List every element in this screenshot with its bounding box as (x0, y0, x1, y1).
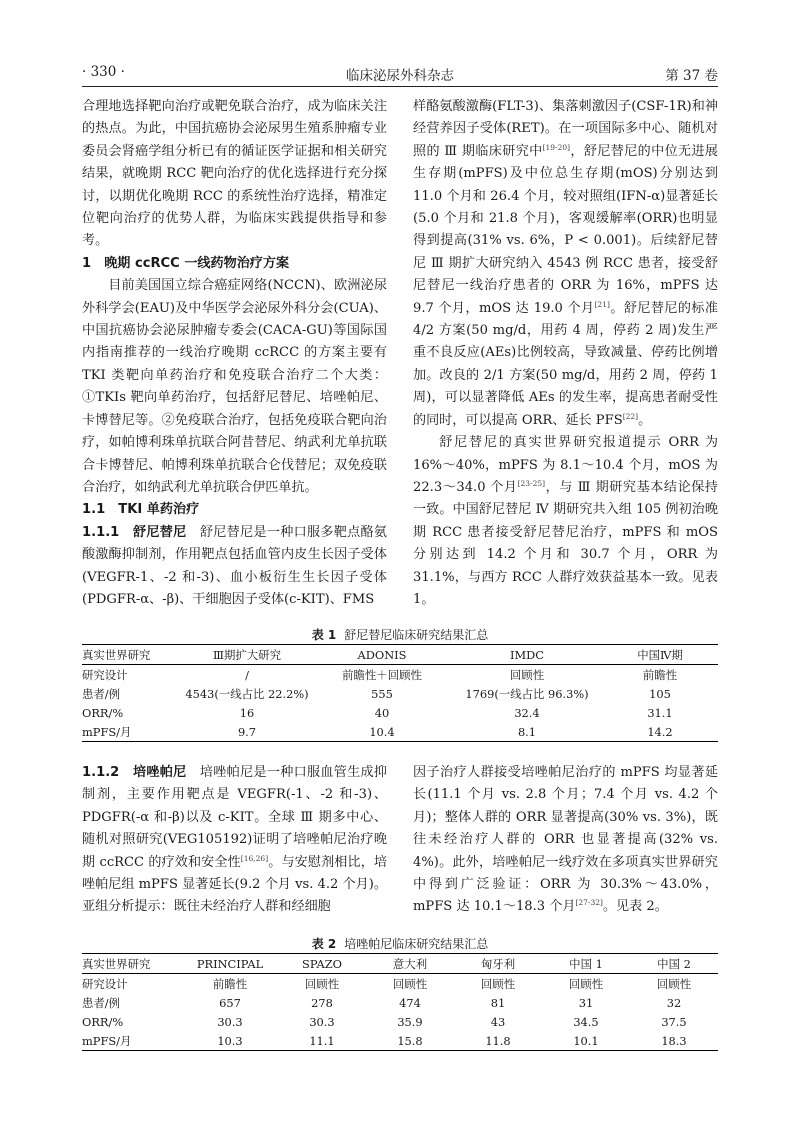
table-row (82, 993, 718, 1012)
citation: [16,26] (240, 853, 269, 863)
header-rule (82, 86, 718, 87)
text-span: ，与 Ⅲ 期研究基本结论保持一致。中国舒尼替尼 Ⅳ 期研究共入组 105 例初治晚期 RCC 患者接受舒尼替尼治疗，mPFS 和 mOS 分别达到 14.2 个月和 30.7 个月，ORR 为 31.1%，与西方 RCC 人群疗效获益基本一致。见表 1。 (413, 479, 718, 607)
text-span: 。与安慰剂相比，培唑帕尼组 mPFS 显著延长(9.2 个月 vs. 4.2 个月)。亚组分析提示：既往未经治疗人群和经细胞 (82, 854, 388, 915)
table-header: 真实世界研究 (82, 954, 182, 974)
table-header: 中国 1 (542, 954, 630, 974)
table-1-number: 表 1 (311, 628, 337, 642)
table-cell: 回顾性 (304, 976, 340, 991)
table-cell: ORR/% (82, 705, 124, 720)
table-cell: 11.1 (278, 1031, 366, 1051)
table-cell: 30.3 (309, 1014, 335, 1029)
table-cell: 14.2 (602, 722, 718, 742)
right-column-bottom (413, 762, 718, 919)
table-cell: 研究设计 (82, 667, 128, 682)
citation: [19-20] (542, 142, 571, 152)
table-cell: 10.4 (312, 722, 452, 742)
running-header (82, 64, 718, 86)
table-cell: 37.5 (661, 1014, 687, 1029)
text-span: 因子治疗人群接受培唑帕尼治疗的 mPFS 均显著延长(11.1 个月 vs. 2.8 个月；7.4 个月 vs. 4.2 个月)；整体人群的 ORR 显著提高(30% vs. 3%)，既往未经治疗人群的 ORR 也显著提高(32% vs. 4%)。此外，培唑帕尼一线疗效在多项真实世界研究中得到广泛验证：ORR 为 30.3%～43.0%，mPFS 达 10.1～18.3 个月 (413, 765, 718, 915)
table-header: 匈牙利 (454, 954, 542, 974)
table-cell: 32.4 (514, 705, 540, 720)
table-header: SPAZO (278, 954, 366, 974)
table-cell: mPFS/月 (82, 722, 182, 742)
table-cell: 474 (399, 995, 421, 1010)
table-cell: 9.7 (182, 722, 312, 742)
table-header: ADONIS (312, 645, 452, 665)
table-cell: 34.5 (573, 1014, 599, 1029)
text-span: 。舒尼替尼的标准 4/2 方案(50 mg/d，用药 4 周，停药 2 周)发生严重不良反应(AEs)比例较高，导致减量、停药比例增加。改良的 2/1 方案(50 mg/d，用药 2 周，停药 1 周)，可以显著降低 AEs 的发生率，提高患者耐受性的同时，可以提高 ORR、延长 PFS (413, 300, 719, 428)
left-column-top (82, 96, 387, 611)
table-cell: 患者/例 (82, 686, 121, 701)
table-cell: 回顾性 (509, 667, 545, 682)
table-cell: 31 (578, 995, 594, 1010)
table-row (82, 684, 718, 703)
left-column-bottom (82, 762, 387, 919)
table-header: 中国Ⅳ期 (602, 645, 718, 665)
table-cell: 555 (371, 686, 393, 701)
table-cell: 回顾性 (392, 976, 428, 991)
table-cell: 30.3 (217, 1014, 243, 1029)
table-header: PRINCIPAL (182, 954, 278, 974)
table-cell: 4543(一线占比 22.2%) (185, 686, 309, 701)
table-row (82, 722, 718, 742)
table-row (82, 1012, 718, 1031)
table-row (82, 703, 718, 722)
table-cell: 8.1 (452, 722, 602, 742)
subsection-heading-1-1-1: 1.1.1 舒尼替尼 (82, 524, 187, 540)
table-cell: 前瞻性 (212, 976, 248, 991)
table-cell: 40 (374, 705, 390, 720)
journal-title: 临床泌尿外科杂志 (346, 68, 454, 84)
table-cell: 105 (649, 686, 671, 701)
table-row (82, 1031, 718, 1051)
sunitinib-text: 舒尼替尼是一种口服多靶点酪氨酸激酶抑制剂，作用靶点包括血管内皮生长因子受体(VEGFR-1、-2 和-3)、血小板衍生生长因子受体(PDGFR-α、-β)、干细胞因子受体(c-KIT)、FMS (82, 524, 388, 607)
table-header: 真实世界研究 (82, 645, 182, 665)
paragraph-intro-end: 合理地选择靶向治疗或靶免联合治疗，成为临床关注的热点。为此，中国抗癌协会泌尿男生殖系肿瘤专业委员会肾癌学组分析已有的循证医学证据和相关研究结果，就晚期 RCC 靶向治疗的优化选择进行充分探讨，以期优化晚期 RCC 的系统性治疗选择，精准定位靶向治疗的优势人群，为临床实践提供指导和参考。 (82, 99, 387, 249)
citation: [23-25] (517, 478, 546, 488)
section-heading-1: 1 晚期 ccRCC 一线药物治疗方案 (82, 255, 290, 271)
table-cell: 32 (666, 995, 682, 1010)
table-1-caption (82, 626, 718, 643)
table-cell: 回顾性 (568, 976, 604, 991)
table-1 (82, 644, 718, 742)
table-cell: 回顾性 (480, 976, 516, 991)
table-2-caption (82, 935, 718, 952)
table-cell: 回顾性 (656, 976, 692, 991)
table-2 (82, 953, 718, 1051)
paragraph-pazopanib (82, 762, 387, 919)
table-cell: 前瞻性＋回顾性 (342, 667, 422, 682)
table-cell: 18.3 (630, 1031, 718, 1051)
table-cell: 278 (311, 995, 333, 1010)
paragraph-sunitinib-trials (413, 96, 718, 432)
table-cell: 11.8 (454, 1031, 542, 1051)
table-cell: 35.9 (397, 1014, 423, 1029)
table-cell: 前瞻性 (642, 667, 678, 682)
table-1-title: 舒尼替尼临床研究结果汇总 (344, 628, 489, 642)
text-span: 。见表 2。 (602, 899, 668, 915)
paragraph-sunitinib-realworld (413, 432, 718, 611)
table-cell: 31.1 (647, 705, 673, 720)
table-cell: ORR/% (82, 1014, 124, 1029)
table-2-title: 培唑帕尼临床研究结果汇总 (344, 937, 489, 951)
table-cell: 81 (490, 995, 506, 1010)
table-cell: mPFS/月 (82, 1031, 182, 1051)
table-row (82, 974, 718, 994)
table-cell: 15.8 (366, 1031, 454, 1051)
subsection-heading-1-1-2: 1.1.2 培唑帕尼 (82, 765, 187, 780)
citation: [21] (594, 299, 610, 309)
citation: [27-32] (575, 898, 603, 908)
table-cell: 10.1 (542, 1031, 630, 1051)
table-cell: 43 (490, 1014, 506, 1029)
table-cell: 16 (239, 705, 255, 720)
right-column-top (413, 96, 718, 611)
table-2-number: 表 2 (311, 937, 337, 951)
section-heading-1-1: 1.1 TKI 单药治疗 (82, 502, 200, 518)
table-cell: 1769(一线占比 96.3%) (465, 686, 589, 701)
table-header: IMDC (452, 645, 602, 665)
table-header: Ⅲ期扩大研究 (182, 645, 312, 665)
citation: [22] (622, 411, 639, 421)
table-header: 意大利 (366, 954, 454, 974)
volume-label: 第 37 卷 (665, 68, 718, 84)
text-span: ，舒尼替尼的中位无进展生存期(mPFS)及中位总生存期(mOS)分别达到 11.0 个月和 26.4 个月，较对照组(IFN-α)显著延长(5.0 个月和 21.8 个月)，客观缓解率(ORR)也明显得到提高(31% vs. 6%，P < 0.001)。后续舒尼替尼 Ⅲ 期扩大研究纳入 4543 例 RCC 患者，接受舒尼替尼一线治疗患者的 ORR 为 16%，mPFS 达 9.7 个月，mOS 达 19.0 个月 (413, 143, 718, 316)
paragraph-guidelines: 目前美国国立综合癌症网络(NCCN)、欧洲泌尿外科学会(EAU)及中华医学会泌尿外科分会(CUA)、中国抗癌协会泌尿肿瘤专委会(CACA-GU)等国际国内指南推荐的一线治疗晚期 ccRCC 的方案主要有 TKI 类靶向单药治疗和免疫联合治疗二个大类：①TKIs 靶向单药治疗，包括舒尼替尼、培唑帕尼、卡博替尼等。②免疫联合治疗，包括免疫联合靶向治疗，如帕博利珠单抗联合阿昔替尼、纳武利尤单抗联合卡博替尼、帕博利珠单抗联合仑伐替尼；双免疫联合治疗，如纳武利尤单抗联合伊匹单抗。 (82, 278, 387, 495)
paragraph-pazopanib-cont (413, 762, 718, 919)
table-cell: 患者/例 (82, 995, 121, 1010)
table-cell: / (245, 667, 249, 682)
table-cell: 10.3 (182, 1031, 278, 1051)
table-row (82, 665, 718, 685)
table-header: 中国 2 (630, 954, 718, 974)
text-span: 舒尼替尼的真实世界研究报道提示 ORR 为 16%～40%，mPFS 为 8.1～10.4 个月，mOS 为 22.3～34.0 个月 (413, 435, 718, 495)
table-cell: 657 (219, 995, 241, 1010)
paragraph-sunitinib (82, 522, 387, 612)
text-span: 培唑帕尼是一种口服血管生成抑制剂，主要作用靶点是 VEGFR(-1、-2 和-3)、PDGFR(-α 和-β)以及 c-KIT。全球 Ⅲ 期多中心、随机对照研究(VEG105192)证明了培唑帕尼治疗晚期 ccRCC 的疗效和安全性 (82, 765, 388, 870)
text-span: 样酪氨酸激酶(FLT-3)、集落刺激因子(CSF-1R)和神经营养因子受体(RET)。在一项国际多中心、随机对照的 Ⅲ 期临床研究中 (413, 99, 718, 159)
page-number: · 330 · (82, 64, 125, 80)
text-span: 。 (638, 412, 652, 428)
table-cell: 研究设计 (82, 976, 128, 991)
